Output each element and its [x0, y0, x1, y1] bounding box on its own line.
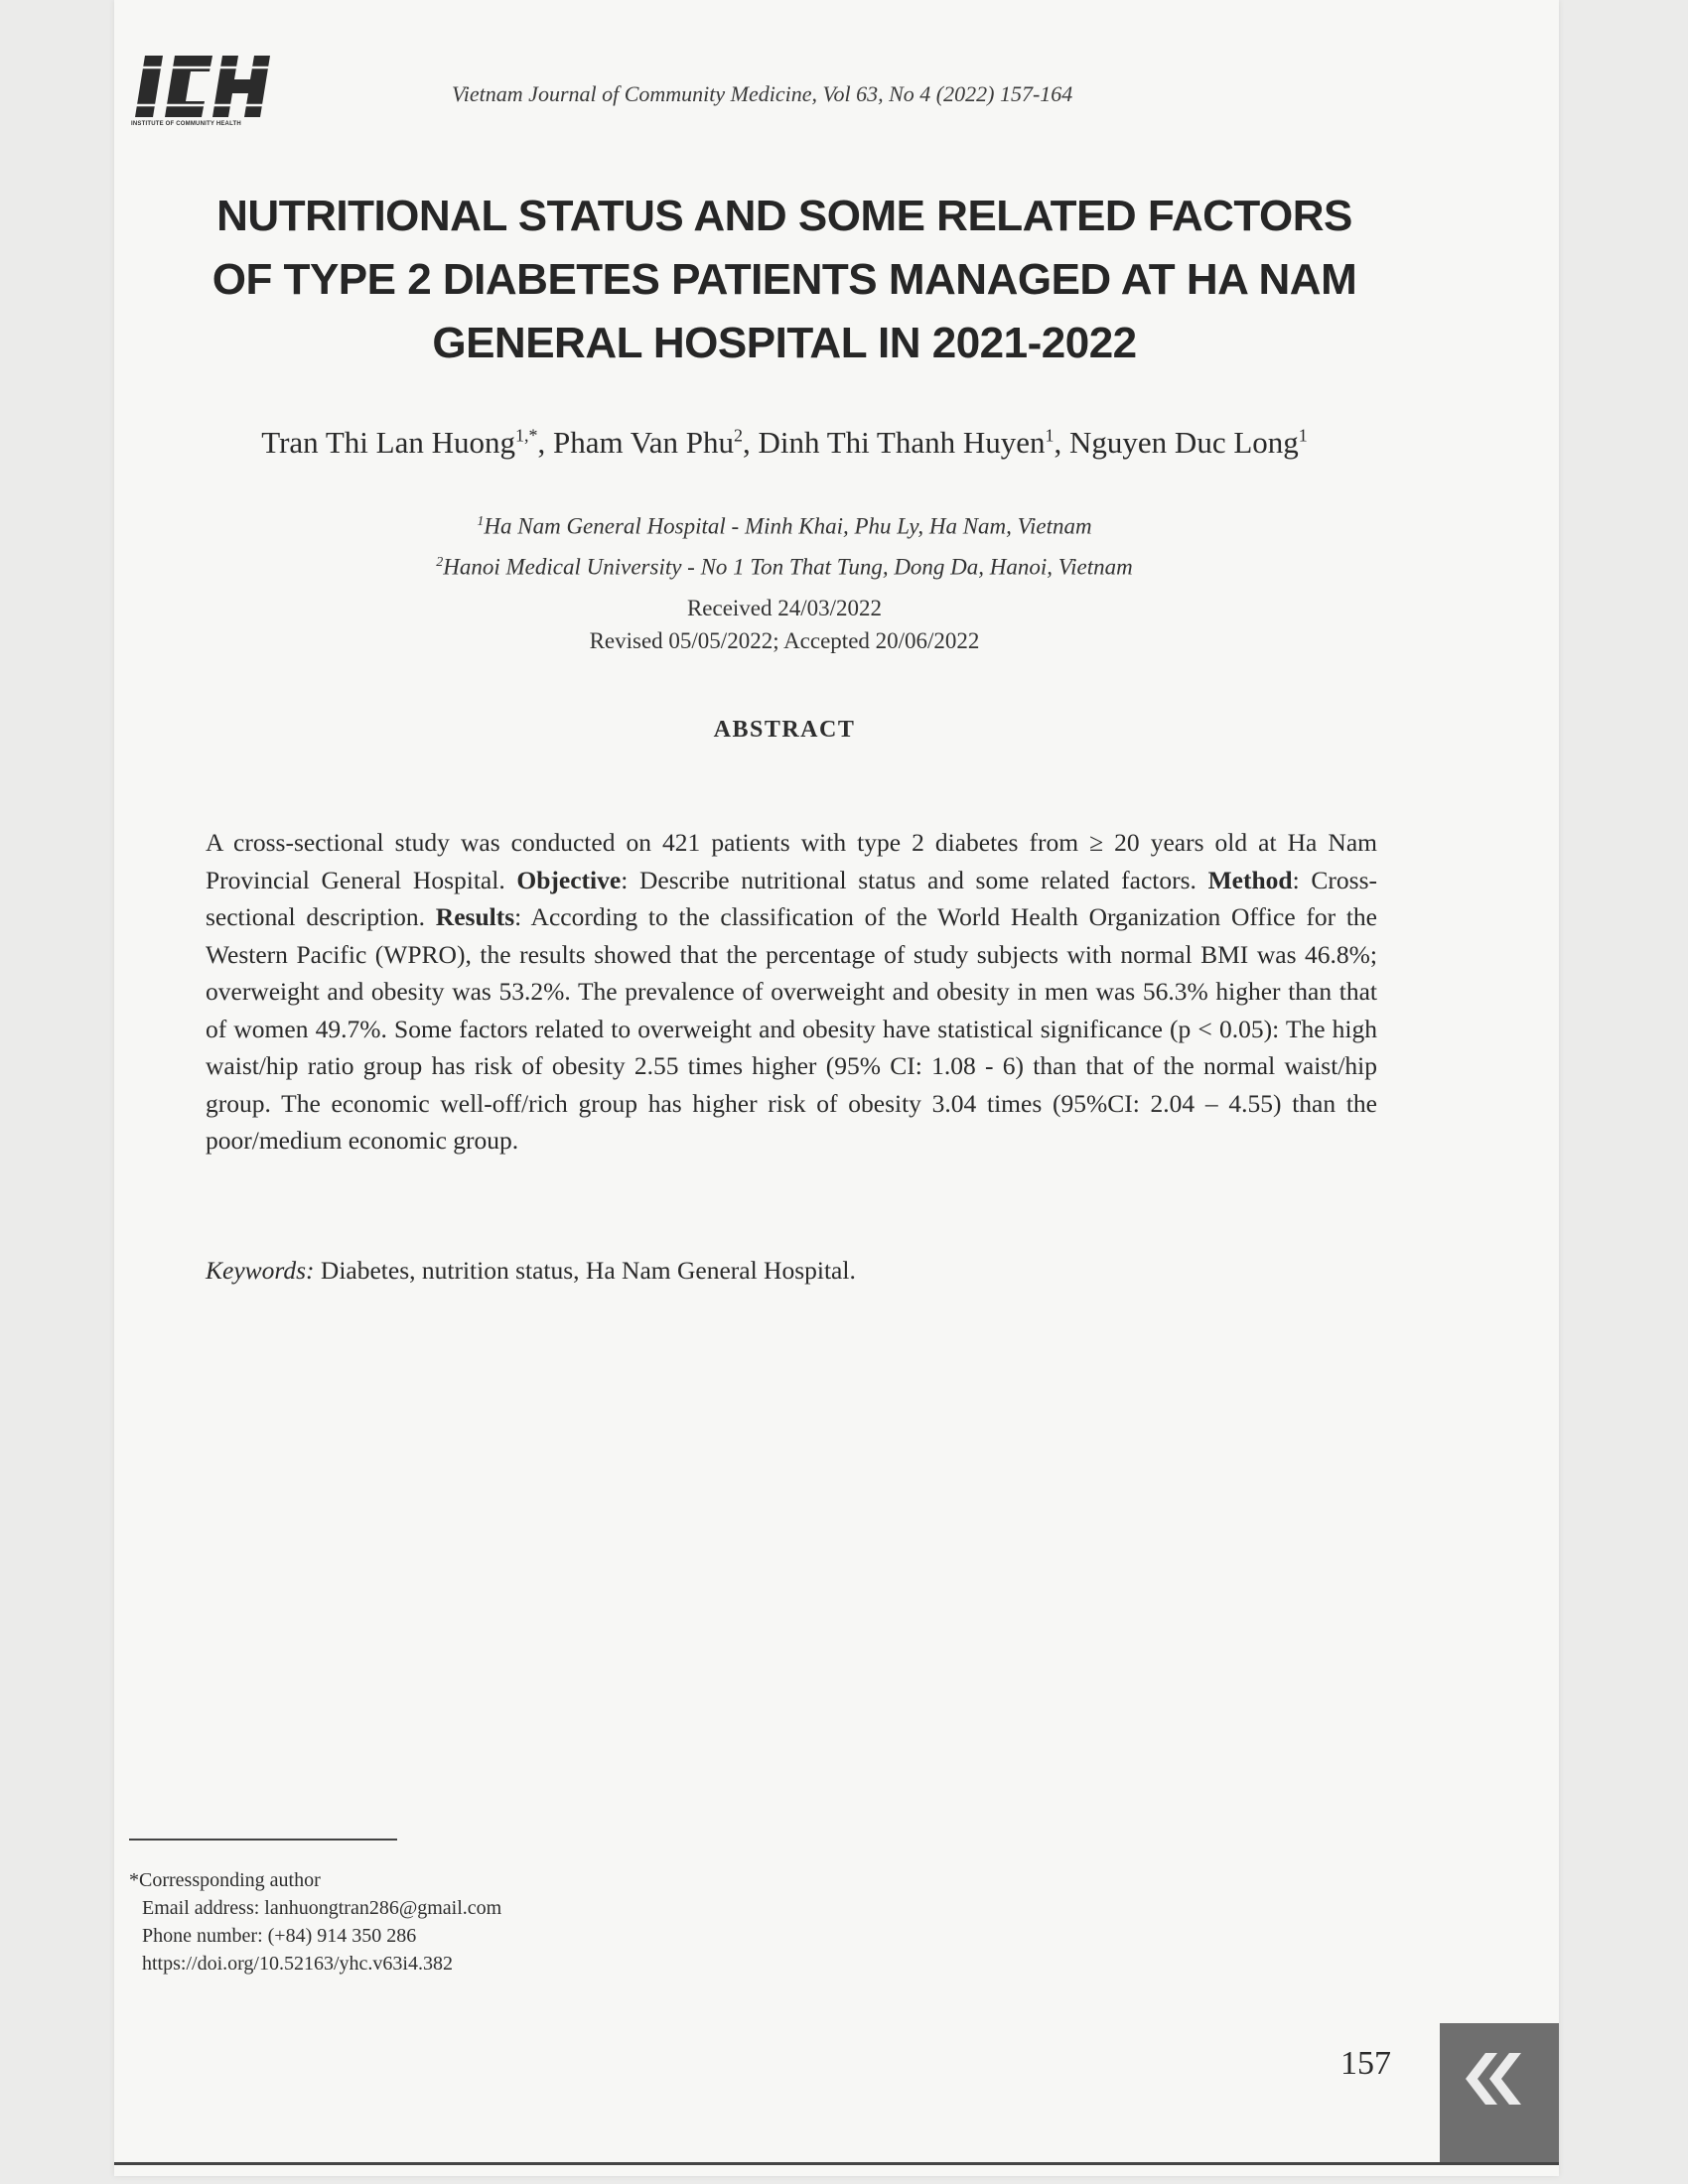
author-list [159, 425, 1410, 461]
doi-link[interactable]: https://doi.org/10.52163/yhc.v63i4.382 [142, 1953, 453, 1975]
affiliation-mark: 1 [477, 514, 485, 529]
abstract-heading: ABSTRACT [713, 717, 856, 743]
footnote-divider [129, 1839, 397, 1841]
author-separator: , [743, 425, 759, 460]
keywords-label: Keywords: [206, 1256, 315, 1285]
author-name: Dinh Thi Thanh Huyen [758, 425, 1046, 460]
journal-logo [131, 48, 285, 133]
keywords-text: Diabetes, nutrition status, Ha Nam General Hospital. [314, 1256, 856, 1285]
author-affiliation-mark: 1 [1298, 425, 1308, 446]
page-bottom-rule [114, 2162, 1559, 2165]
author-affiliation-mark: 1,* [514, 425, 538, 446]
article-dates [159, 592, 1410, 657]
author-affiliation-mark: 1 [1045, 425, 1055, 446]
objective-text: : Describe nutritional status and some related factors. [621, 865, 1208, 894]
affiliation-text: Hanoi Medical University - No 1 Ton That Tung, Dong Da, Hanoi, Vietnam [443, 554, 1133, 580]
journal-citation: Vietnam Journal of Community Medicine, Vol 63, No 4 (2022) 157-164 [452, 81, 1073, 106]
affiliation-text: Ha Nam General Hospital - Minh Khai, Phu Ly, Ha Nam, Vietnam [484, 513, 1092, 539]
received-date: Received 24/03/2022 [686, 596, 883, 620]
title-line: NUTRITIONAL STATUS AND SOME RELATED FACTORS [216, 192, 1352, 240]
author-name: Pham Van Phu [552, 425, 734, 460]
corresponding-author-footnote [129, 1866, 824, 1978]
keywords [206, 1256, 1377, 1286]
abstract-body [206, 824, 1377, 1160]
revised-accepted-date: Revised 05/05/2022; Accepted 20/06/2022 [589, 628, 980, 653]
page-number: 157 [1340, 2045, 1391, 2082]
affiliation-line [159, 504, 1410, 545]
objective-label: Objective [516, 865, 622, 894]
corresponding-author-label: *Corressponding author [129, 1869, 321, 1891]
page-edge-tab [1440, 2023, 1559, 2162]
method-label: Method [1207, 865, 1293, 894]
affiliation-line [159, 545, 1410, 586]
abstract-intro: A cross-sectional study was conducted on 421 patients with type 2 diabetes from ≥ 20 years old at Ha Nam Provincial General Hospital. [206, 828, 1377, 894]
author-name: Nguyen Duc Long [1069, 425, 1299, 460]
results-label: Results [435, 902, 515, 931]
author-separator: , [537, 425, 553, 460]
author-name: Tran Thi Lan Huong [261, 425, 515, 460]
double-chevron-left-icon [1456, 2051, 1525, 2107]
author-separator: , [1054, 425, 1070, 460]
phone-number: Phone number: (+84) 914 350 286 [142, 1925, 417, 1947]
author-affiliation-mark: 2 [734, 425, 743, 446]
affiliation-mark: 2 [436, 554, 444, 570]
email-address: Email address: lanhuongtran286@gmail.com [142, 1897, 502, 1919]
title-line: GENERAL HOSPITAL IN 2021-2022 [432, 319, 1137, 367]
article-title [159, 185, 1410, 375]
logo-subtitle: INSTITUTE OF COMMUNITY HEALTH [131, 121, 241, 127]
affiliations [159, 504, 1410, 585]
results-text: : According to the classification of the World Health Organization Office for the Western Pacific (WPRO), the results showed that the percentage of study subjects with normal BMI was 46.8%; overweight and obesity was 53.2%. The prevalence of overweight and obesity in men was 56.3% higher than that of women 49.7%. Some factors related to overweight and obesity have statistical significance (p < 0.05): The high waist/hip ratio group has risk of obesity 2.55 times higher (95% CI: 1.08 - 6) than that of the normal waist/hip group. The economic well-off/rich group has higher risk of obesity 3.04 times (95%CI: 2.04 – 4.55) than the poor/medium economic group. [206, 902, 1377, 1155]
ich-logo-icon [131, 48, 285, 122]
title-line: OF TYPE 2 DIABETES PATIENTS MANAGED AT HA NAM [211, 255, 1357, 304]
method-text: : Cross-sectional description. [206, 865, 1377, 931]
